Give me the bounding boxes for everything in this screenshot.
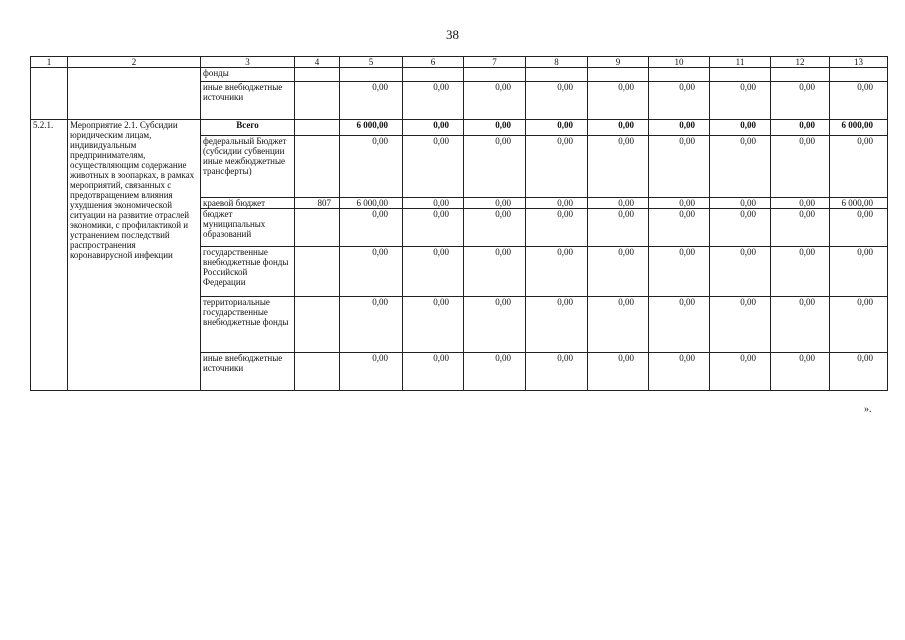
value-cell: 0,00 xyxy=(649,198,710,209)
value-cell: 0,00 xyxy=(710,198,771,209)
value-cell: 0,00 xyxy=(588,353,649,391)
value-cell: 0,00 xyxy=(588,247,649,297)
value-cell: 0,00 xyxy=(649,209,710,247)
column-header: 8 xyxy=(526,57,588,68)
value-cell: 6 000,00 xyxy=(340,120,403,136)
value-cell: 0,00 xyxy=(464,297,526,353)
closing-mark: ». xyxy=(864,404,872,415)
value-cell: 0,00 xyxy=(649,297,710,353)
value-cell: 0,00 xyxy=(464,209,526,247)
source-label: фонды xyxy=(201,68,295,82)
value-cell: 0,00 xyxy=(403,247,464,297)
value-cell: 6 000,00 xyxy=(830,198,888,209)
table-cell xyxy=(295,82,340,120)
source-label: бюджет муниципальных образований xyxy=(201,209,295,247)
value-cell: 0,00 xyxy=(403,120,464,136)
column-header: 5 xyxy=(340,57,403,68)
value-cell: 0,00 xyxy=(403,198,464,209)
column-header: 13 xyxy=(830,57,888,68)
value-cell: 0,00 xyxy=(403,136,464,198)
value-cell: 6 000,00 xyxy=(830,120,888,136)
value-cell: 0,00 xyxy=(588,136,649,198)
column-header: 1 xyxy=(31,57,68,68)
table-cell xyxy=(649,68,710,82)
value-cell: 0,00 xyxy=(771,136,830,198)
table-cell xyxy=(403,68,464,82)
column-number-row xyxy=(31,57,888,68)
value-cell: 0,00 xyxy=(649,247,710,297)
value-cell: 0,00 xyxy=(710,136,771,198)
value-cell: 0,00 xyxy=(464,247,526,297)
column-header: 4 xyxy=(295,57,340,68)
value-cell: 0,00 xyxy=(464,136,526,198)
value-cell: 0,00 xyxy=(830,82,888,120)
table-cell xyxy=(830,68,888,82)
value-cell: 0,00 xyxy=(464,82,526,120)
value-cell: 0,00 xyxy=(588,120,649,136)
column-header: 9 xyxy=(588,57,649,68)
table-cell xyxy=(295,68,340,82)
value-cell: 0,00 xyxy=(526,247,588,297)
value-cell: 0,00 xyxy=(710,297,771,353)
value-cell: 0,00 xyxy=(771,297,830,353)
grbs-code xyxy=(295,297,340,353)
table-cell xyxy=(526,68,588,82)
value-cell: 0,00 xyxy=(588,82,649,120)
source-label: территориальные государственные внебюджетные фонды xyxy=(201,297,295,353)
budget-table xyxy=(30,56,888,391)
table-cell xyxy=(464,68,526,82)
value-cell: 0,00 xyxy=(649,82,710,120)
value-cell: 0,00 xyxy=(588,198,649,209)
value-cell: 0,00 xyxy=(771,82,830,120)
source-label: краевой бюджет xyxy=(201,198,295,209)
table-cell xyxy=(340,68,403,82)
value-cell: 0,00 xyxy=(403,209,464,247)
value-cell: 0,00 xyxy=(403,353,464,391)
column-header: 6 xyxy=(403,57,464,68)
value-cell: 0,00 xyxy=(649,353,710,391)
column-header: 10 xyxy=(649,57,710,68)
value-cell: 0,00 xyxy=(526,120,588,136)
grbs-code xyxy=(295,120,340,136)
source-label: государственные внебюджетные фонды Российской Федерации xyxy=(201,247,295,297)
value-cell: 0,00 xyxy=(830,209,888,247)
column-header: 11 xyxy=(710,57,771,68)
value-cell: 0,00 xyxy=(526,209,588,247)
value-cell: 0,00 xyxy=(340,209,403,247)
value-cell: 0,00 xyxy=(710,353,771,391)
value-cell: 0,00 xyxy=(710,120,771,136)
page-number: 38 xyxy=(446,27,459,42)
measure-description: Мероприятие 2.1. Субсидии юридическим лицам, индивидуальным предпринимателям, осуществляющим содержание животных в зоопарках, в рамках мероприятий, связанных с предотвращением влияния ухудшения экономической ситуации на развитие отраслей экономики, с профилактикой и устранением последствий распространения коронавирусной инфекции xyxy=(68,120,201,391)
table-row xyxy=(31,68,888,82)
value-cell: 0,00 xyxy=(588,209,649,247)
value-cell: 0,00 xyxy=(710,247,771,297)
value-cell: 6 000,00 xyxy=(340,198,403,209)
value-cell: 0,00 xyxy=(771,120,830,136)
value-cell: 0,00 xyxy=(340,353,403,391)
value-cell: 0,00 xyxy=(526,353,588,391)
grbs-code xyxy=(295,353,340,391)
value-cell: 0,00 xyxy=(340,297,403,353)
value-cell: 0,00 xyxy=(830,136,888,198)
value-cell: 0,00 xyxy=(771,353,830,391)
table-cell xyxy=(588,68,649,82)
value-cell: 0,00 xyxy=(464,198,526,209)
value-cell: 0,00 xyxy=(526,198,588,209)
source-label: иные внебюджетные источники xyxy=(201,82,295,120)
table-row xyxy=(31,120,888,136)
value-cell: 0,00 xyxy=(340,82,403,120)
column-header: 3 xyxy=(201,57,295,68)
source-label: Всего xyxy=(201,120,295,136)
table-cell xyxy=(68,68,201,120)
value-cell: 0,00 xyxy=(340,136,403,198)
value-cell: 0,00 xyxy=(710,82,771,120)
table-cell xyxy=(771,68,830,82)
source-label: федеральный Бюджет (субсидии субвенции иные межбюджетные трансферты) xyxy=(201,136,295,198)
grbs-code xyxy=(295,136,340,198)
value-cell: 0,00 xyxy=(649,136,710,198)
value-cell: 0,00 xyxy=(830,297,888,353)
value-cell: 0,00 xyxy=(464,120,526,136)
value-cell: 0,00 xyxy=(649,120,710,136)
column-header: 12 xyxy=(771,57,830,68)
value-cell: 0,00 xyxy=(403,82,464,120)
value-cell: 0,00 xyxy=(830,247,888,297)
value-cell: 0,00 xyxy=(403,297,464,353)
value-cell: 0,00 xyxy=(526,82,588,120)
grbs-code: 807 xyxy=(295,198,340,209)
column-header: 2 xyxy=(68,57,201,68)
value-cell: 0,00 xyxy=(588,297,649,353)
value-cell: 0,00 xyxy=(340,247,403,297)
grbs-code xyxy=(295,247,340,297)
grbs-code xyxy=(295,209,340,247)
source-label: иные внебюджетные источники xyxy=(201,353,295,391)
value-cell: 0,00 xyxy=(771,247,830,297)
value-cell: 0,00 xyxy=(771,209,830,247)
value-cell: 0,00 xyxy=(771,198,830,209)
value-cell: 0,00 xyxy=(830,353,888,391)
table-cell xyxy=(710,68,771,82)
value-cell: 0,00 xyxy=(526,297,588,353)
table-cell xyxy=(31,68,68,120)
value-cell: 0,00 xyxy=(710,209,771,247)
measure-code: 5.2.1. xyxy=(31,120,68,391)
column-header: 7 xyxy=(464,57,526,68)
value-cell: 0,00 xyxy=(526,136,588,198)
value-cell: 0,00 xyxy=(464,353,526,391)
